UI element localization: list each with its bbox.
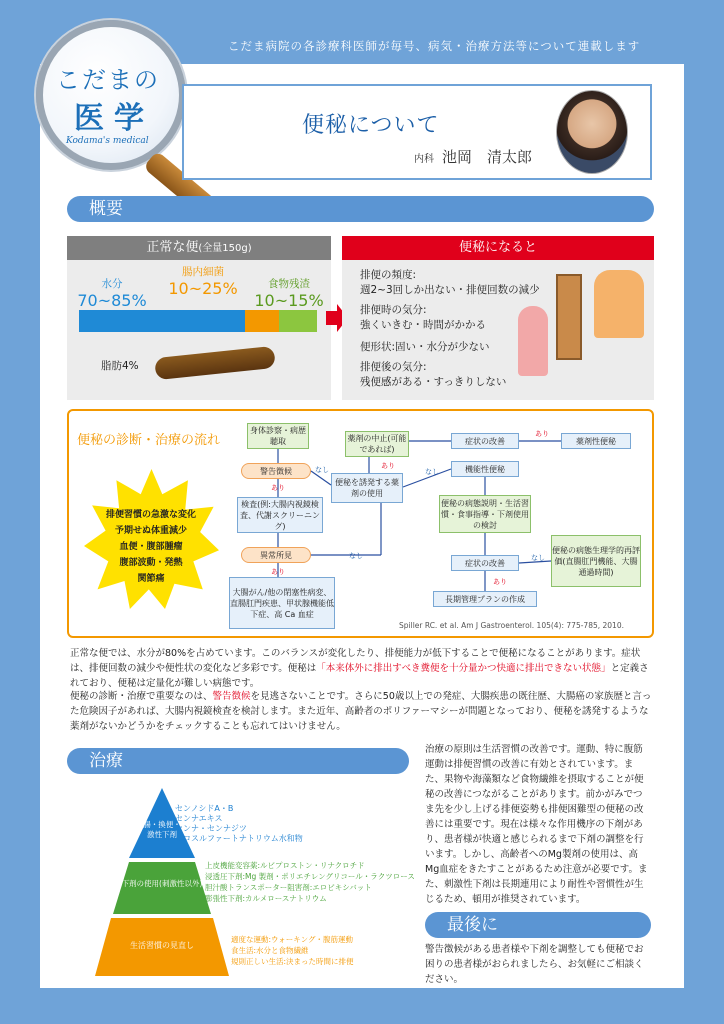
author-byline: [414, 146, 532, 167]
dept: 内科: [414, 154, 434, 165]
flow-label-yes5: あり: [493, 578, 507, 586]
flow-label-no3: なし: [349, 552, 363, 560]
flow-drug-induced: 薬剤性便秘: [561, 433, 631, 449]
top-item: センノシドA・B: [175, 804, 234, 813]
page-title: 便秘について: [302, 113, 440, 138]
flow-disease: 大腸がん/他の閉塞性病変、直腸肛門疾患、甲状腺機能低下症、高 Ca 血症: [229, 577, 335, 629]
door-illustration: [556, 274, 582, 360]
logo-line2: 医学: [74, 101, 154, 136]
flow-label-no2: なし: [425, 468, 439, 476]
pyramid-mid-label: 下剤の使用(刺激性以外): [121, 879, 203, 888]
flow-reeval: 便秘の病態生理学的再評価(直腸肛門機能、大腸通過時間): [551, 535, 641, 587]
pyramid-top-label: 流腸・換便・刺激性下剤: [135, 820, 189, 839]
normal-heading-text: 正常な便: [146, 240, 199, 255]
flow-drug: 便秘を誘発する薬剤の使用: [331, 473, 403, 503]
flow-citation: Spiller RC. et al. Am J Gastroenterol. 105(4): 775-785, 2010.: [399, 621, 624, 630]
section-overview: 概要: [67, 196, 654, 222]
flow-exam: 身体診察・病歴聴取: [247, 423, 309, 449]
section-treatment: 治療: [67, 748, 409, 774]
pyramid-top-items: [175, 804, 303, 844]
flow-label-yes2: あり: [271, 568, 285, 576]
bot-item: 食生活:水分と食物繊維: [231, 946, 309, 955]
pyramid-mid-items: [205, 860, 415, 904]
water-pct: [77, 276, 147, 310]
mid-item: 膨張性下剤:カルメロースナトリウム: [205, 894, 327, 903]
mid-item: 浸透圧下剤:Mg 製剤・ポリエチレングリコール・ラクツロース: [205, 872, 415, 881]
flow-arrows: [69, 411, 652, 636]
constip-line-0: 排便の頻度:: [360, 269, 417, 281]
warning-item: 予期せぬ体重減少: [114, 526, 187, 536]
pyramid-bot-label: 生活習慣の見直し: [130, 941, 194, 950]
constip-line-6: 残便感がある・すっきりしない: [360, 376, 507, 388]
title-box: [182, 84, 652, 180]
last-text: 警告徴候がある患者様や下剤を調整しても便秘でお困りの患者様がおられましたら、お気軽にご相談ください。: [425, 944, 644, 985]
food-pct: [253, 276, 325, 310]
flow-functional: 機能性便秘: [451, 461, 519, 477]
stool-illustration: [154, 346, 276, 380]
warning-item: 腹部波動・発熱: [119, 558, 183, 568]
flow-plan: 長期管理プランの作成: [433, 591, 537, 607]
flow-label-no4: なし: [531, 554, 545, 562]
bot-item: 適度な運動:ウォーキング・腹筋運動: [231, 935, 354, 944]
normal-stool-panel: [67, 236, 331, 400]
flow-panel: [67, 409, 654, 638]
top-item: センナエキス: [175, 814, 223, 823]
flow-improve2: 症状の改善: [451, 555, 519, 571]
flow-title: 便秘の診断・治療の流れ: [77, 433, 221, 448]
pyramid-bot-items: [231, 934, 354, 967]
constipation-panel: [342, 236, 654, 400]
top-item: センナ・センナジツ: [175, 824, 247, 833]
constip-line-4: 便形状:固い・水分が少ない: [360, 341, 490, 353]
overview-paragraph-1: [70, 646, 656, 691]
water-value: 70~85%: [77, 291, 147, 310]
p1-end: と定義されており、便秘は定量化が難しい病態です。: [70, 663, 649, 689]
constip-line-5: 排便後の気分:: [360, 361, 427, 373]
bar-water: [79, 310, 245, 332]
flow-label-yes4: あり: [535, 430, 549, 438]
flow-label-no: なし: [315, 466, 329, 474]
mid-item: 上皮機能変容薬:ルビプロストン・リナクロチド: [205, 861, 365, 870]
flow-warning: 警告徴候: [241, 463, 311, 479]
constip-line-1: 週2~3回しか出ない・排便回数の減少: [360, 284, 540, 296]
flow-stop: 薬剤の中止(可能であれば): [345, 431, 409, 457]
bact-label: 腸内細菌: [182, 266, 224, 278]
fat-label: 脂肪4%: [101, 360, 139, 372]
logo-line1: こだまの: [56, 66, 160, 94]
logo-line3: Kodama's medical: [66, 136, 149, 146]
bot-item: 規則正しい生活:決まった時間に排便: [231, 957, 354, 966]
flow-test: 検査(例:大腸内視鏡検査、代謝スクリーニング): [237, 497, 323, 533]
bact-pct: [167, 264, 239, 298]
normal-heading: [67, 236, 331, 260]
flow-improve1: 症状の改善: [451, 433, 519, 449]
section-last: 最後に: [425, 912, 651, 938]
warning-item: 排便習慣の急激な変化: [105, 510, 196, 520]
water-label: 水分: [101, 278, 123, 290]
flow-label-yes: あり: [271, 484, 285, 492]
series-note: こだま病院の各診療科医師が毎号、病気・治療方法等について連載します: [228, 39, 641, 53]
p1-highlight: 「本来体外に排出すべき糞便を十分量かつ快適に排出できない状態」: [316, 663, 611, 674]
bar-bact: [245, 310, 279, 332]
flow-lifestyle: 便秘の病態説明・生活習慣・食事指導・下剤使用の検討: [439, 495, 531, 533]
warning-item: 関節痛: [137, 574, 165, 584]
bact-value: 10~25%: [168, 279, 238, 298]
p2-end: を見逃さないことです。さらに50歳以上での発症、大腸疾患の既往歴、大腸癌の家族歴と言った危険因子があれば、大腸内視鏡検査を検討します。また近年、高齢者のポリファーマシーが問題となっており、便秘を誘発するような薬剤がないかどうかをチェックすることも忘れてはいけません。: [70, 691, 652, 732]
flow-abnormal: 異常所見: [241, 547, 311, 563]
author-name: 池岡 清太郎: [442, 148, 533, 166]
p1-text: 正常な便では、水分が80%を占めています。このバランスが変化したり、排便能力が低下することで便秘になることがあります。症状は、排便回数の減少や便性状の変化など多彩です。便秘は: [70, 648, 641, 674]
p2-text: 便秘の診断・治療で重要なのは、: [70, 691, 213, 702]
p2-highlight: 警告徴候: [212, 691, 251, 702]
bar-food: [279, 310, 317, 332]
food-label: 食物残渣: [268, 278, 310, 290]
constip-line-3: 強くいきむ・時間がかかる: [360, 319, 486, 331]
food-value: 10~15%: [254, 291, 324, 310]
treatment-text: 治療の原則は生活習慣の改善です。運動、特に腹筋運動は排便習慣の改善に有効とされています。また、果物や海藻類など食物繊維を摂取することが便秘の改善につながることがあります。前かがみでつま先を少し上げる排便姿勢も排便困難型の便秘の改善には重要です。現在は様々な作用機序の下剤があり、患者様が快適と感じられるまで下剤の調整を行います。しかし、高齢者へのMg製剤の使用は、高Mg血症をきたすことがあるため注意が必要です。また、刺激性下剤は長期連用により耐性や習慣性が生じるため、頓用が推奨されています。: [425, 744, 648, 905]
overview-paragraph-2: [70, 689, 656, 734]
warning-item: 血便・腹部腫瘤: [119, 542, 183, 552]
person-waiting-illustration: [518, 306, 548, 376]
mid-item: 胆汁酸トランスポーター阻害剤:エロビキシバット: [205, 883, 372, 892]
constip-heading: 便秘になると: [342, 236, 654, 260]
top-item: ピコスルファートナトリウム水和物: [175, 834, 303, 843]
person-sitting-illustration: [594, 270, 644, 338]
author-photo: [556, 90, 628, 174]
flow-label-yes3: あり: [381, 462, 395, 470]
normal-heading-note: (全量150g): [198, 243, 252, 254]
constip-line-2: 排便時の気分:: [360, 304, 427, 316]
